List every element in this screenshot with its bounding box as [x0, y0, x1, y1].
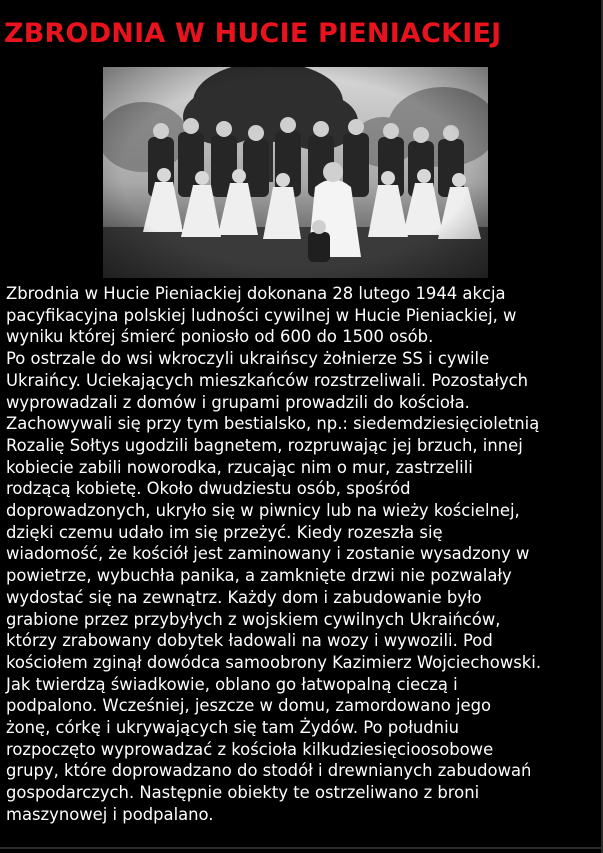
intro-paragraph: Zbrodnia w Hucie Pieniackiej dokonana 28 lutego 1944 akcja pacyfikacyjna polskiej ludności cywilnej w Hucie Pieniackiej, w wyniku której śmierć poniosło od 600 do 1500 osób. [6, 284, 517, 347]
body-text [6, 283, 598, 826]
account-paragraph: Po ostrzale do wsi wkroczyli ukraińscy żołnierze SS i cywile Ukraińcy. Uciekających mieszkańców rozstrzeliwali. Pozostałych wyprowadzali z domów i grupami prowadzili do kościoła. Zachowywali się przy tym bestialsko, np.: siedemdziesięcioletnią Rozalię Sołtys ugodzili bagnetem, rozpruwając jej brzuch, innej kobiecie zabili noworodka, rzucając nim o mur, zastrzelili rodzącą kobietę. Około dwudziestu osób, spośród doprowadzonych, ukryło się w piwnicy lub na wieży kościelnej, dzięki czemu udało im się przeżyć. Kiedy rozeszła się wiadomość, że kościół jest zaminowany i zostanie wysadzony w powietrze, wybuchła panika, a zamknięte drzwi nie pozwalały wydostać się na zewnątrz. Każdy dom i zabudowanie było grabione przez przybyłych z wojskiem cywilnych Ukraińców, którzy zrabowany dobytek ładowali na wozy i wywozili. Pod kościołem zginął dowódca samoobrony Kazimierz Wojciechowski. Jak twierdzą świadkowie, oblano go łatwopalną cieczą i podpalono. Wcześniej, jeszcze w domu, zamordowano jego żonę, córkę i ukrywających się tam Żydów. Po południu rozpoczęto wyprowadzać z kościoła kilkudziesięcioosobowe grupy, które doprowadzano do stodół i drewnianych zabudowań gospodarczych. Następnie obiekty te ostrzeliwano z broni maszynowej i podpalano. [6, 349, 542, 824]
divider [0, 847, 603, 849]
slide-title: ZBRODNIA W HUCIE PIENIACKIEJ [4, 18, 502, 49]
group-photo-icon [103, 67, 488, 278]
